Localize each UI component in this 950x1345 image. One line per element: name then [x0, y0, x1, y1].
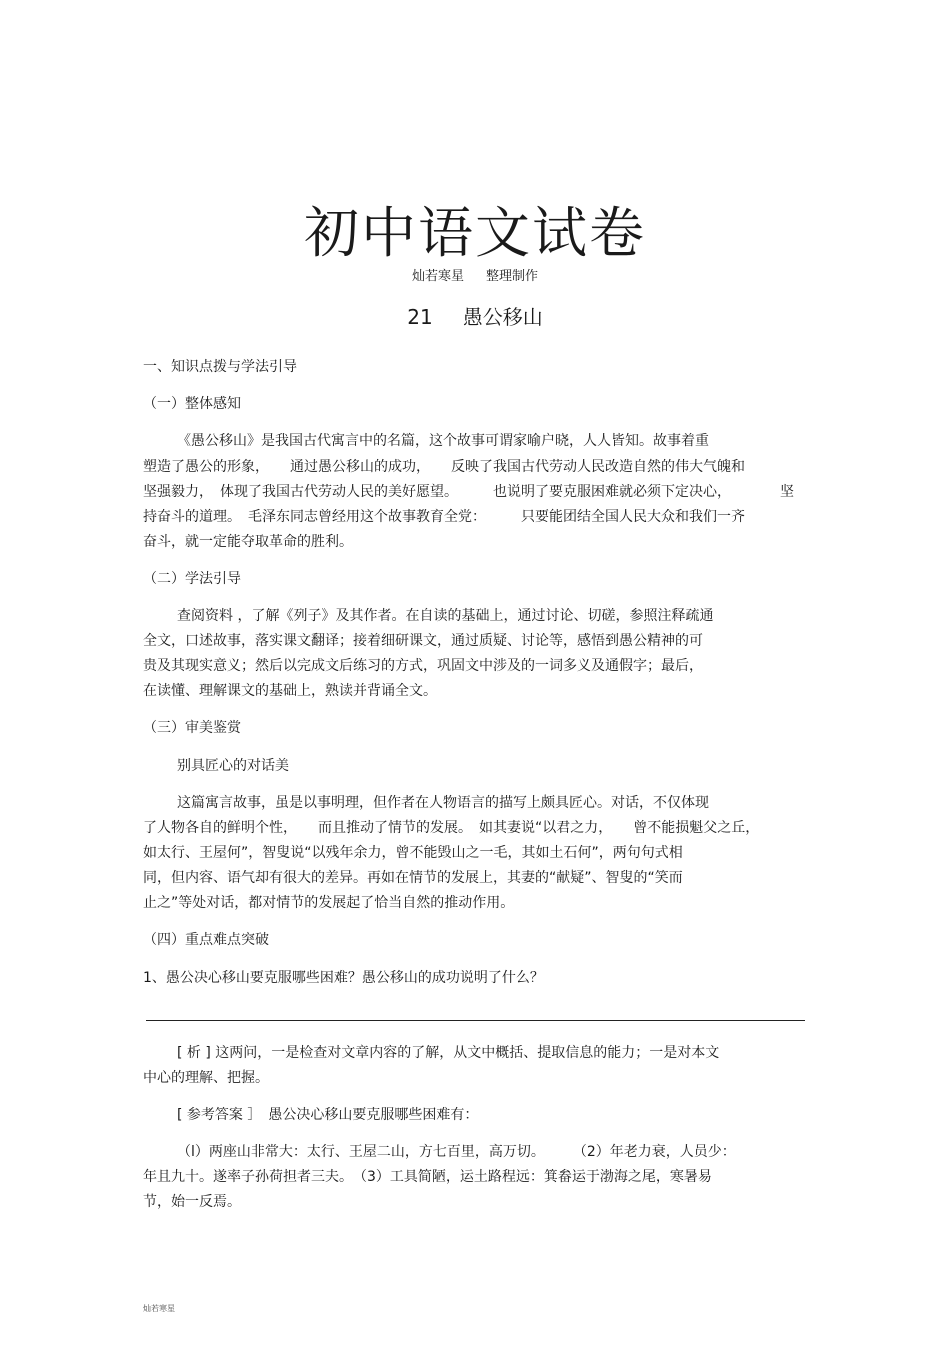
- paragraph-line: 在读懂、理解课文的基础上，熟读并背诵全文。: [143, 683, 437, 699]
- paragraph-line: 同，但内容、语气却有很大的差异。再如在情节的发展上，其妻的“献疑”、智叟的“笑而: [143, 870, 683, 886]
- subheading-keypoints: （四）重点难点突破: [143, 932, 269, 948]
- answer-line-text: （l）两座山非常大：太行、王屋二山，方七百里，高万切。 （2）年老力衰，人员少：: [177, 1144, 736, 1160]
- paragraph-line: 全文，口述故事，落实课文翻译；接着细研课文，通过质疑、讨论等，感悟到愚公精神的可: [143, 633, 703, 649]
- paragraph-line: 止之”等处对话，都对情节的发展起了恰当自然的推动作用。: [143, 895, 515, 911]
- author-name: 灿若寒星: [411, 269, 464, 284]
- subheading-overall: （一）整体感知: [143, 396, 241, 412]
- paragraph-line: 查阅资料 ，了解《列子》及其作者。在自读的基础上，通过讨论、切磋，参照注释疏通: [177, 608, 714, 624]
- lesson-heading: [0, 304, 950, 330]
- footer-author: 灿若寒星: [143, 1304, 175, 1313]
- lesson-number: 21: [407, 305, 433, 329]
- paragraph-line: 塑造了愚公的形象， 通过愚公移山的成功， 反映了我国古代劳动人民改造自然的伟大气魄和: [143, 459, 745, 475]
- made-label: 整理制作: [486, 269, 539, 284]
- paragraph-line: 了人物各自的鲜明个性， 而且推动了情节的发展。 如其妻说“以君之力， 曾不能损魁父之丘，: [143, 820, 760, 836]
- analysis-line: [ 析 ] 这两问，一是检查对文章内容的了解，从文中概括、提取信息的能力；一是对本文: [177, 1045, 720, 1061]
- subheading-aesthetic: （三）审美鉴赏: [143, 720, 241, 736]
- lesson-name: 愚公移山: [462, 305, 543, 329]
- analysis-line: 中心的理解、把握。: [143, 1070, 269, 1086]
- answer-line-text: 节，始一反焉。: [143, 1194, 241, 1210]
- answer-heading: [ 参考答案 ］ 愚公决心移山要克服哪些困难有：: [177, 1107, 479, 1123]
- answer-line-text: 年且九十。遂率子孙荷担者三夫。 （3）工具简陋，运土路程远：箕畚运于渤海之尾，寒暑易: [143, 1169, 712, 1185]
- paragraph-line: 持奋斗的道理。 毛泽东同志曾经用这个故事教育全党： 只要能团结全国人民大众和我们一齐: [143, 509, 745, 525]
- document-subtitle: [0, 268, 950, 286]
- document-title: 初中语文试卷: [303, 201, 646, 265]
- section-heading-1: 一、知识点拨与学法引导: [143, 359, 297, 375]
- paragraph-line: 坚强毅力， 体现了我国古代劳动人民的美好愿望。 也说明了要克服困难就必须下定决心， 坚: [143, 484, 794, 500]
- paragraph-line: 这篇寓言故事，虽是以事明理，但作者在人物语言的描写上颇具匠心。对话，不仅体现: [177, 795, 709, 811]
- question-1: 1、愚公决心移山要克服哪些困难？愚公移山的成功说明了什么？: [143, 970, 544, 986]
- subheading-method: （二）学法引导: [143, 571, 241, 587]
- paragraph-line: 贵及其现实意义；然后以完成文后练习的方式，巩固文中涉及的一词多义及通假字；最后，: [143, 658, 703, 674]
- paragraph-line: 《愚公移山》是我国古代寓言中的名篇，这个故事可谓家喻户晓，人人皆知。故事着重: [177, 433, 709, 449]
- paragraph-line: 奋斗，就一定能夺取革命的胜利。: [143, 534, 353, 550]
- paragraph-line: 如太行、王屋何”，智叟说“以残年余力，曾不能毁山之一毛，其如土石何”，两句句式相: [143, 845, 683, 861]
- aesthetic-subtitle: 别具匠心的对话美: [177, 758, 289, 774]
- answer-line: [146, 1020, 805, 1021]
